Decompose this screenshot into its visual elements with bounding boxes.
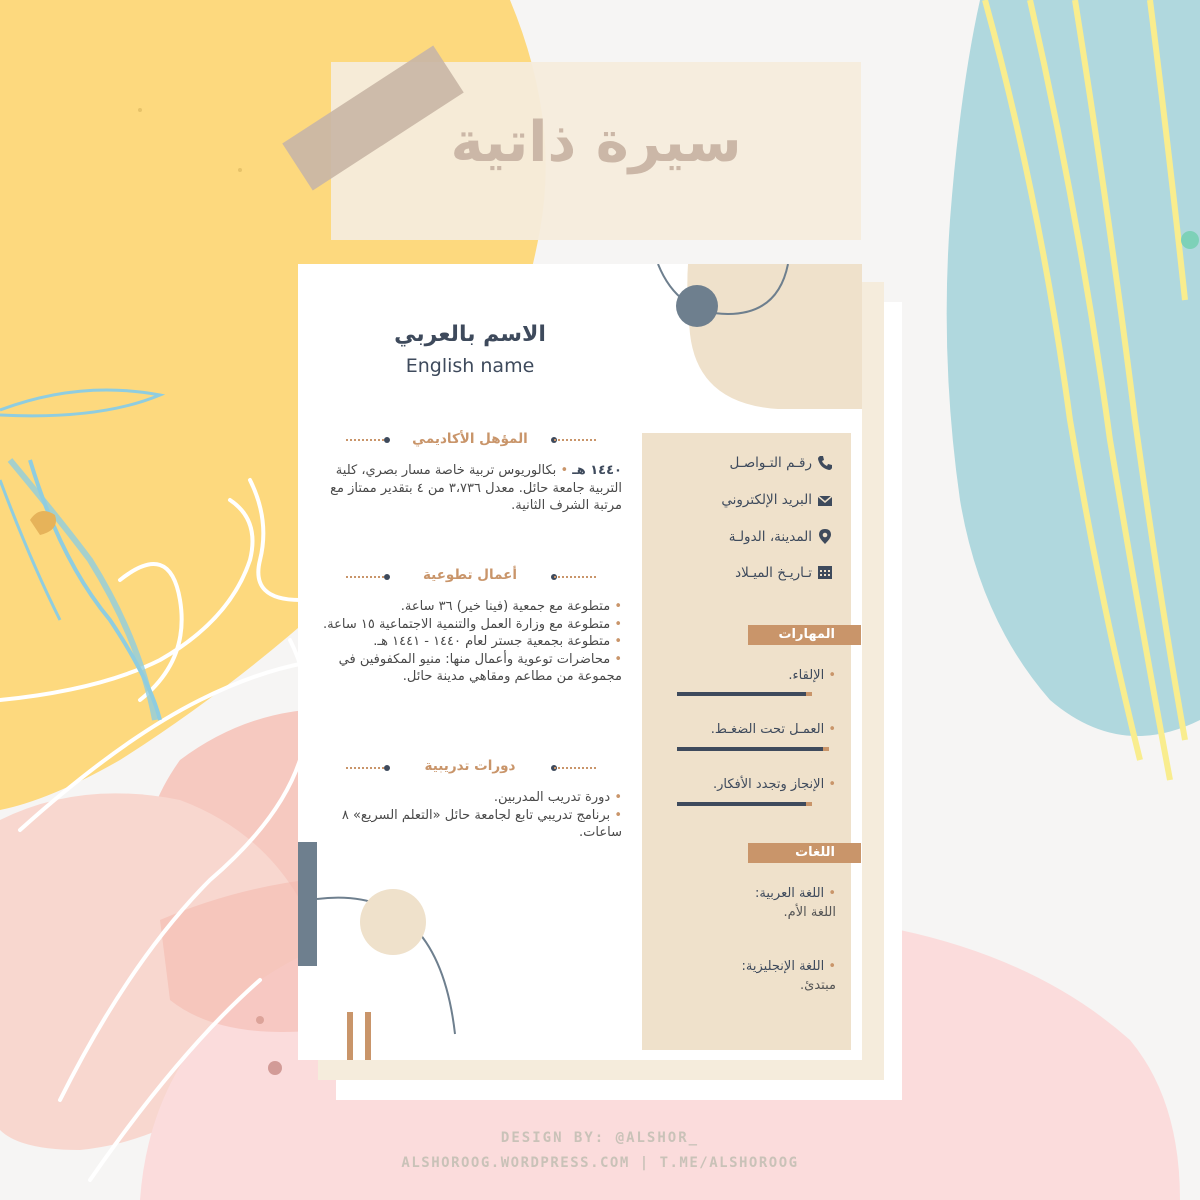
skill-item: • الإنجاز وتجدد الأفكار. [712, 777, 836, 792]
academic-text [317, 462, 622, 515]
skill-label: الإلقاء. [788, 668, 825, 683]
phone-icon [817, 455, 833, 471]
envelope-icon [817, 493, 833, 509]
volunteer-list [317, 598, 622, 686]
skill-bar [677, 802, 806, 806]
credit-links: ALSHOROOG.WORDPRESS.COM | T.ME/ALSHOROOG [401, 1155, 799, 1171]
volunteer-title: أعمال تطوعية [423, 567, 517, 583]
list-item: • محاضرات توعوية وأعمال منها: منيو المكفوفين في مجموعة من مطاعم ومقاهي مدينة حائل. [338, 651, 622, 684]
skill-bar-end [806, 802, 812, 806]
map-pin-icon [817, 528, 833, 544]
language-name: اللغة العربية: [755, 886, 825, 901]
language-level: مبتدئ. [800, 978, 836, 993]
academic-year: ١٤٤٠ هـ [572, 463, 622, 478]
contact-email: البريد الإلكتروني [721, 492, 812, 508]
design-credit: DESIGN BY: @ALSHOR_ [500, 1130, 700, 1146]
academic-title: المؤهل الأكاديمي [412, 431, 528, 447]
bullet: • [560, 463, 569, 478]
divider-dots [554, 439, 596, 443]
list-item: • متطوعة مع وزارة العمل والتنمية الاجتماعية ١٥ ساعة. [323, 616, 622, 632]
language-level: اللغة الأم. [783, 905, 836, 920]
contact-birthdate: تـاريـخ الميـلاد [735, 565, 812, 581]
list-item: • برنامج تدريبي تابع لجامعة حائل «التعلم السريع» ٨ ساعات. [341, 807, 622, 840]
skill-bar-end [806, 692, 812, 696]
language-item: • اللغة العربية: اللغة الأم. [666, 884, 836, 922]
divider-dots [554, 576, 596, 580]
list-item: • متطوعة مع جمعية (فينا خير) ٣٦ ساعة. [400, 599, 622, 614]
skill-bar [677, 692, 806, 696]
skill-item: • العمـل تحت الضغـط. [710, 722, 836, 737]
name-english: English name [405, 355, 535, 377]
skills-heading: المهارات [748, 625, 861, 645]
academic-description: بكالوريوس تربية خاصة مسار بصري، كلية التربية جامعة حائل. معدل ٣،٧٣٦ من ٤ بتقدير ممتاز مع مرتبة الشرف الثانية. [330, 463, 622, 513]
list-item: • دورة تدريب المدربين. [493, 790, 622, 805]
contact-phone: رقـم التـواصـل [729, 455, 812, 471]
training-title: دورات تدريبية [424, 758, 516, 774]
language-item: • اللغة الإنجليزية: مبتدئ. [666, 957, 836, 995]
training-list [317, 789, 622, 842]
name-arabic: الاسم بالعربي [394, 322, 546, 347]
list-item: • متطوعة بجمعية جستر لعام ١٤٤٠ - ١٤٤١ هـ. [373, 634, 622, 649]
contact-location: المدينة، الدولـة [728, 529, 812, 545]
page-title: سيرة ذاتية [450, 110, 742, 175]
languages-heading: اللغات [748, 843, 861, 863]
skill-label: الإنجاز وتجدد الأفكار. [712, 777, 825, 792]
skill-bar-end [823, 747, 829, 751]
divider-dots [554, 767, 596, 771]
skill-bar [677, 747, 823, 751]
skill-item: • الإلقاء. [788, 668, 836, 683]
language-name: اللغة الإنجليزية: [741, 959, 825, 974]
calendar-icon [817, 564, 833, 580]
skill-label: العمـل تحت الضغـط. [710, 722, 825, 737]
